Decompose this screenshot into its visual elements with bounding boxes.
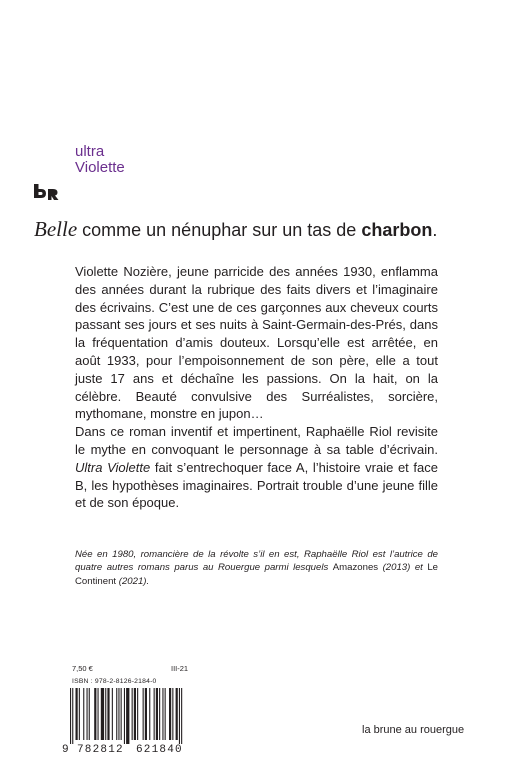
blurb [75, 263, 438, 512]
barcode-bar [134, 688, 136, 740]
blurb-p2-after: fait s’entrechoquer face A, l’histoire vraie et face B, les hypothèses imaginaires. Portrait trouble d’une jeune fille et de son époque. [75, 459, 438, 511]
barcode-bar [159, 688, 160, 740]
barcode-bar [94, 688, 96, 740]
barcode-bar [145, 688, 147, 740]
bio-book-1: Amazones [332, 562, 379, 574]
book-title [75, 144, 125, 176]
blurb-paragraph-1: Violette Nozière, jeune parricide des années 1930, enflamma des années durant la rubrique des faits divers et l’imaginaire des écrivains. C’est une de ces garçonnes aux cheveux courts passant ses jours et ses nuits à Saint-Germain-des-Prés, dans la fréquentation d’amis douteux. Lorsqu’elle est arrêtée, en août 1933, pour l’empoisonnement de son père, elle a tout juste 17 ans et déchaîne les passions. On la hait, on la célèbre. Beauté convulsive des Surréalistes, sorcière, mythomane, monstre en jupon… [75, 264, 438, 422]
bio-part-3: (2021). [116, 575, 150, 587]
barcode-bar [143, 688, 144, 740]
barcode-bar [72, 688, 73, 744]
barcode-bar [176, 688, 178, 740]
barcode-bar [118, 688, 119, 740]
barcode-bar [105, 688, 106, 740]
barcode-bar [181, 688, 182, 744]
author-bio [75, 548, 438, 588]
barcode-digits-group-1: 782812 [77, 744, 124, 756]
bio-book-2: Le Continent [75, 562, 438, 587]
isbn: ISBN : 978-2-8126-2184-0 [72, 678, 157, 685]
blurb-p2-title: Ultra Violette [75, 459, 151, 475]
barcode-bar [98, 688, 99, 740]
barcode-digit-first: 9 [62, 744, 69, 756]
barcode-bar [169, 688, 171, 740]
barcode-bar [101, 688, 104, 740]
barcode-bar [165, 688, 166, 740]
barcode-bar [107, 688, 109, 740]
barcode-bar [132, 688, 133, 740]
tagline [34, 218, 437, 241]
bio-part-2: (2013) et [378, 562, 428, 574]
barcode-bar [124, 688, 125, 744]
blurb-paragraph-2 [75, 423, 438, 512]
barcode-digits-group-2: 621840 [136, 744, 183, 756]
barcode-bar [156, 688, 158, 740]
barcode-bar [172, 688, 173, 740]
barcode-bar [70, 688, 71, 744]
publisher-name: la brune au rouergue [362, 724, 465, 736]
bio-part-1: Née en 1980, romancière de la révolte s’il en est, Raphaëlle Riol est l’autrice de quatre autres romans parus au Rouergue parmi lesquels [75, 549, 438, 574]
barcode-bar [154, 688, 155, 740]
barcode-bar [126, 688, 129, 744]
barcode-bar [116, 688, 117, 740]
catalog-code: III-21 [171, 664, 189, 673]
barcode-bar [121, 688, 122, 740]
barcode-area [62, 664, 200, 758]
barcode-bar [162, 688, 163, 740]
barcode-bar [137, 688, 138, 740]
barcode-bar [79, 688, 80, 740]
tagline-end: . [432, 220, 438, 240]
title-line-2: Violette [75, 159, 125, 176]
barcode-bar [179, 688, 180, 744]
tagline-lead: Belle [34, 217, 78, 241]
title-line-1: ultra [75, 143, 105, 160]
barcode-bar [149, 688, 150, 740]
blurb-p2-before: Dans ce roman inventif et impertinent, Raphaëlle Riol revisite le mythe en convoquant le personnage à sa table d’écrivain. [75, 424, 438, 457]
price: 7,50 € [72, 664, 93, 673]
barcode-bar [112, 688, 113, 740]
barcode-bar [83, 688, 84, 740]
barcode-bar [87, 688, 88, 740]
barcode-icon [70, 688, 198, 744]
barcode-bar [89, 688, 90, 740]
tagline-middle: comme un nénuphar sur un tas de [77, 220, 362, 240]
tagline-strong: charbon [361, 220, 433, 240]
publisher-logo-icon [34, 184, 60, 200]
barcode-bar [76, 688, 78, 740]
